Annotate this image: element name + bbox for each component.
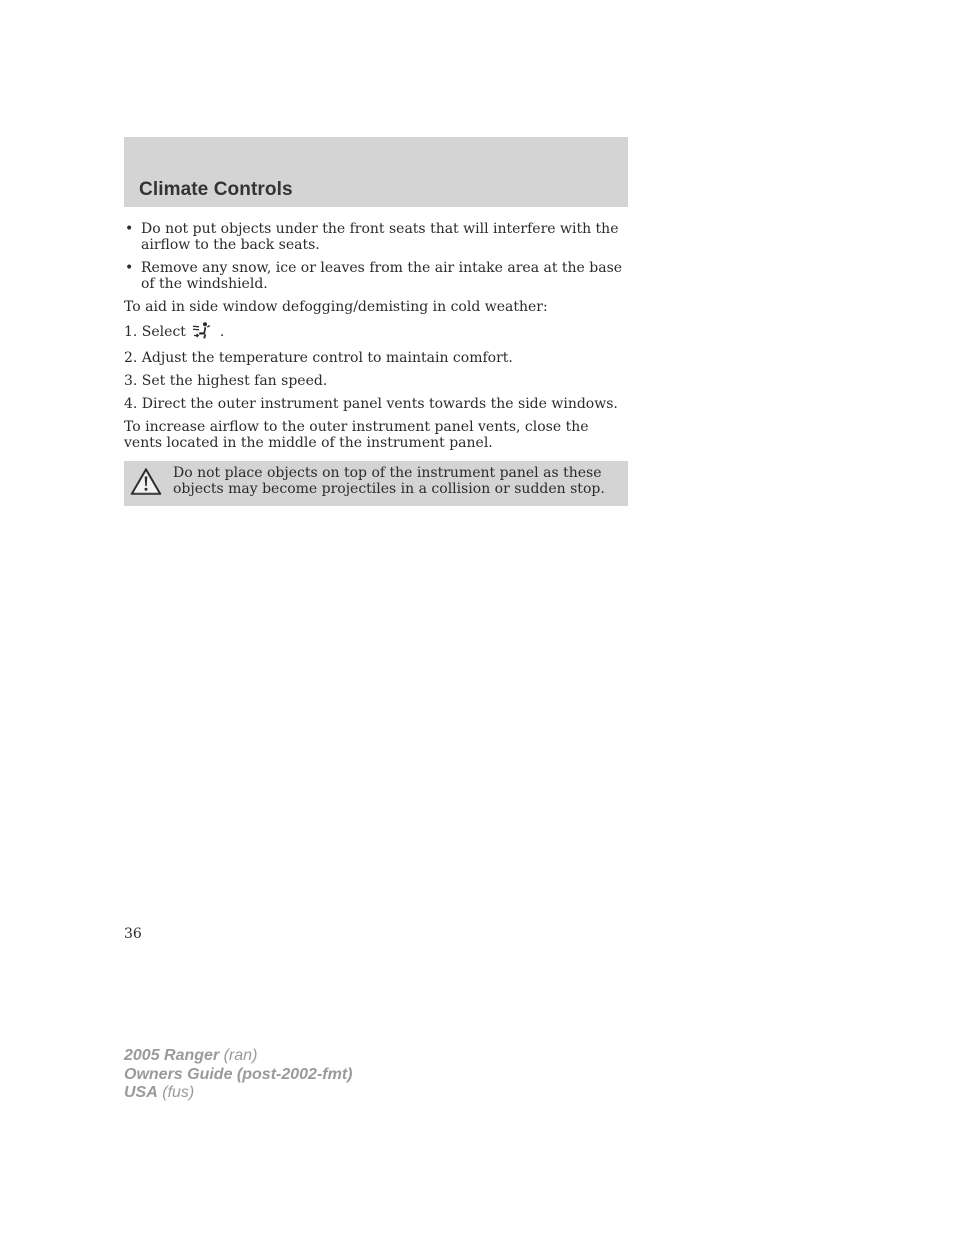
step-2: 2. Adjust the temperature control to maintain comfort. xyxy=(124,350,513,366)
footer-line-3 xyxy=(124,1084,352,1103)
intro-paragraph: To aid in side window defogging/demisting in cold weather: xyxy=(124,299,548,315)
bullet-text: Remove any snow, ice or leaves from the air intake area at the base of the windshield. xyxy=(141,260,623,292)
footer-model-code: (ran) xyxy=(223,1047,258,1064)
footer-model: 2005 Ranger xyxy=(124,1047,220,1064)
floor-defrost-mode-icon xyxy=(192,322,212,343)
step-1-suffix: . xyxy=(219,324,225,340)
footer-line-2 xyxy=(124,1066,352,1085)
bullet-item xyxy=(124,221,628,253)
document-footer xyxy=(124,1047,352,1103)
section-title: Climate Controls xyxy=(139,179,293,200)
bullet-item xyxy=(124,260,628,292)
bullet-text: Do not put objects under the front seats that will interfere with the airflow to the back seats. xyxy=(141,221,619,253)
footer-market-code: (fus) xyxy=(162,1084,195,1101)
page-content xyxy=(124,221,628,506)
bullet-dot: • xyxy=(125,260,134,276)
footer-line-1 xyxy=(124,1047,352,1066)
warning-box xyxy=(124,461,628,506)
section-header-band xyxy=(124,137,628,207)
warning-triangle-icon xyxy=(130,467,162,500)
step-3: 3. Set the highest fan speed. xyxy=(124,373,328,389)
step-4: 4. Direct the outer instrument panel vents towards the side windows. xyxy=(124,396,618,412)
step-1 xyxy=(124,322,628,343)
footer-market: USA xyxy=(124,1084,158,1101)
bullet-dot: • xyxy=(125,221,134,237)
page-number: 36 xyxy=(124,926,142,942)
footer-guide: Owners Guide (post-2002-fmt) xyxy=(124,1065,353,1083)
step-1-prefix: 1. Select xyxy=(124,324,186,340)
airflow-note: To increase airflow to the outer instrument panel vents, close the vents located in the middle of the instrument panel. xyxy=(124,419,589,451)
warning-text: Do not place objects on top of the instrument panel as these objects may become projectiles in a collision or sudden stop. xyxy=(173,465,605,497)
